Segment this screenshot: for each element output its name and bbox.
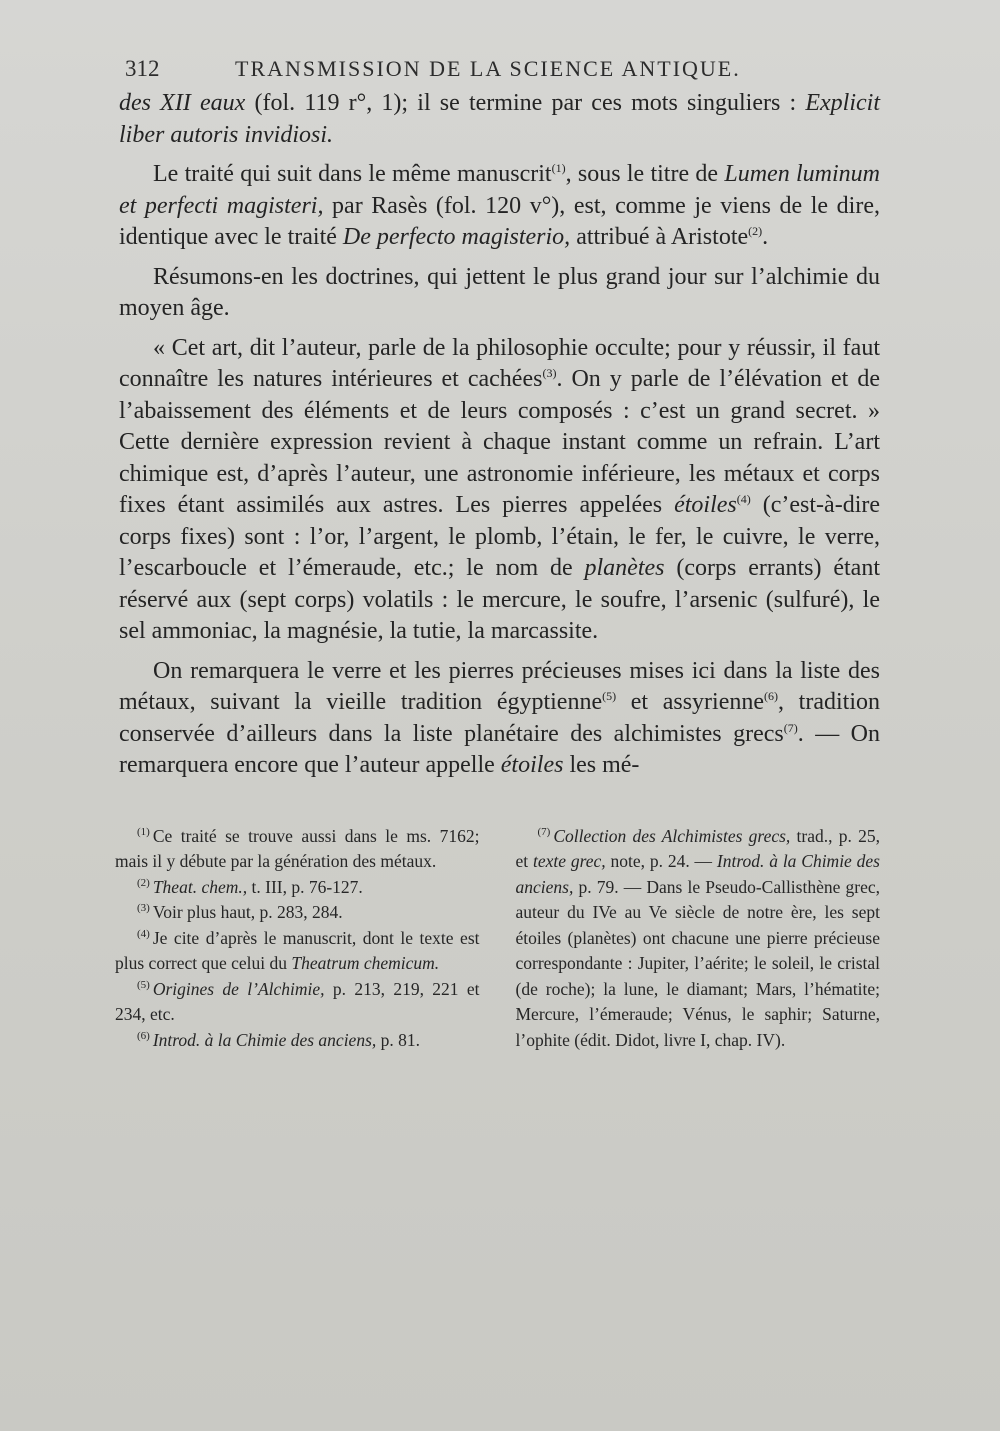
footnote: [516, 824, 881, 1054]
footnote-text: Voir plus haut, p. 283, 284.: [152, 902, 343, 922]
paragraph: [119, 88, 880, 151]
text-run: , tradition conservée d’ailleurs dans la liste planétaire des alchimistes grecs: [119, 689, 880, 747]
footnote-marker: (3): [137, 902, 150, 915]
footnote-ref: (5): [602, 689, 617, 703]
text-run: Le traité qui suit dans le même manuscrit: [153, 161, 552, 187]
italic-text: Theatrum chemicum.: [291, 953, 440, 973]
italic-text: planètes: [584, 555, 665, 581]
footnote-marker: (5): [137, 978, 150, 991]
footnote-ref: (1): [551, 161, 566, 175]
footnote-ref: (4): [736, 492, 751, 506]
footnote-text: note, p. 24. —: [605, 851, 717, 871]
italic-text: Collection des Alchimistes grecs,: [553, 825, 791, 846]
running-head: [125, 56, 880, 82]
footnote-marker: (1): [137, 825, 150, 838]
footnote-text: p. 79. — Dans le Pseudo-Callisthène grec, auteur du IVe au Ve siècle de notre ère, les sept étoiles (planètes) ont chacune une pierre précieuse correspondante : Jupiter, l’aérite; le soleil, le cristal (de roche); la lune, le diamant; Mars, l’hématite; Mercure, l’émeraude; Vénus, le saphir; Saturne, l’ophite (édit. Didot, livre I, chap. IV).: [515, 876, 880, 1050]
italic-text: Introd. à la Chimie des anciens,: [152, 1029, 377, 1050]
italic-text: Lumen luminum et perfecti magisteri,: [119, 161, 880, 219]
footnote: [115, 977, 480, 1028]
footnote-ref: (7): [783, 720, 798, 735]
footnote-text: p. 213, 219, 221 et 234, etc.: [115, 978, 480, 1024]
main-text: [119, 88, 880, 782]
footnote: [115, 900, 480, 926]
italic-text: étoiles: [500, 752, 564, 778]
text-run: par Rasès (fol. 120 v°), est, comme je viens de le dire, identique avec le traité: [119, 192, 880, 250]
italic-text: Origines de l’Alchimie,: [152, 978, 325, 999]
italic-text: texte grec,: [532, 851, 606, 871]
footnote: [115, 926, 480, 977]
footnote-ref: (2): [748, 224, 763, 238]
text-run: (corps errants) étant réservé aux (sept corps) volatils : le mercure, le soufre, l’arsenic (sulfuré), le sel ammoniac, la magnésie, la tutie, la marcassite.: [119, 555, 881, 644]
running-title: TRANSMISSION DE LA SCIENCE ANTIQUE.: [235, 56, 741, 81]
footnote-column-right: [516, 824, 881, 1054]
paragraph: Résumons-en les doctrines, qui jettent le plus grand jour sur l’alchimie du moyen âge.: [119, 263, 880, 321]
italic-text: Explicit liber autoris invidiosi.: [119, 90, 880, 148]
paragraph: [119, 159, 880, 254]
footnote-text: trad., p. 25, et: [515, 825, 880, 871]
footnote-text: Je cite d’après le manuscrit, dont le texte est plus correct que celui du: [115, 927, 480, 973]
footnote-text: Ce traité se trouve aussi dans le ms. 7162; mais il y débute par la génération des métaux.: [115, 825, 480, 871]
footnote-marker: (2): [137, 876, 150, 889]
footnote: [115, 1028, 480, 1054]
footnote-ref: (6): [764, 689, 779, 703]
text-run: attribué à Aristote: [570, 224, 749, 250]
footnote: [115, 824, 480, 875]
footnote-text: t. III, p. 76-127.: [247, 876, 363, 897]
paragraph: [119, 656, 880, 782]
text-run: « Cet art, dit l’auteur, parle de la philosophie occulte; pour y réussir, il faut connaître les natures intérieures et cachées: [119, 334, 880, 392]
italic-text: étoiles: [674, 492, 737, 518]
footnote: [115, 875, 480, 901]
text-run: , sous le titre de: [565, 161, 725, 187]
italic-text: des XII eaux: [119, 90, 246, 116]
paragraph: [119, 333, 880, 648]
footnote-marker: (4): [137, 927, 150, 940]
text-run: On remarquera le verre et les pierres précieuses mises ici dans la liste des métaux, suivant la vieille tradition égyptienne: [119, 657, 880, 715]
footnote-marker: (7): [537, 825, 551, 838]
text-run: les mé-: [563, 752, 640, 778]
footnote-marker: (6): [137, 1029, 150, 1042]
text-run: et assyrienne: [616, 689, 765, 715]
italic-text: Introd. à la Chimie des anciens,: [515, 851, 880, 897]
footnote-ref: (3): [542, 366, 557, 380]
footnote-column-left: [115, 824, 480, 1054]
footnote-text: p. 81.: [376, 1029, 421, 1050]
text-run: . — On remarquera encore que l’auteur appelle: [119, 720, 880, 778]
text-run: (c’est-à-dire corps fixes) sont : l’or, l’argent, le plomb, l’étain, le fer, le cuivre, le verre, l’escarboucle et l’émeraude, etc.; le nom de: [119, 492, 881, 581]
text-run: (fol. 119 r°, 1); il se termine par ces mots singuliers :: [245, 90, 806, 116]
page-number: 312: [125, 56, 160, 81]
footnotes: [115, 824, 880, 1054]
italic-text: Theat. chem.,: [152, 876, 248, 897]
text-run: . On y parle de l’élévation et de l’abaissement des éléments et de leurs composés : c’est un grand secret. » Cette dernière expression revient à chaque instant comme un refrain. L’art chimique est, d’après l’auteur, une astronomie inférieure, les métaux et corps fixes étant assimilés aux astres. Les pierres appelées: [119, 366, 880, 518]
text-run: .: [762, 224, 769, 250]
italic-text: De perfecto magisterio,: [342, 224, 571, 250]
